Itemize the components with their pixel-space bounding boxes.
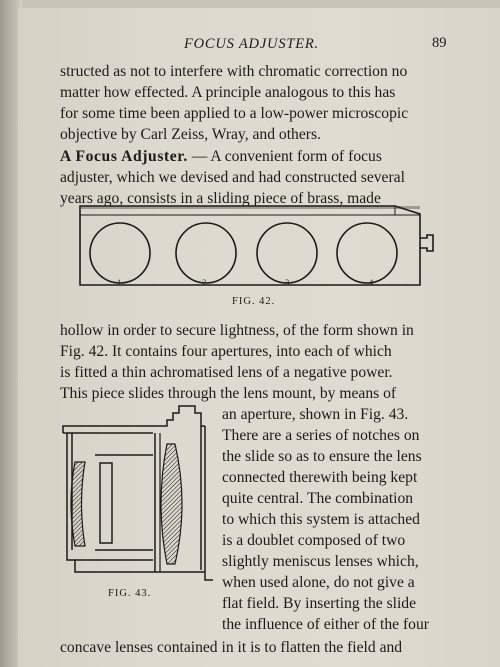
- text-line: for some time been applied to a low-power microscopic: [60, 105, 409, 122]
- text-line: is a doublet composed of two: [222, 532, 406, 549]
- text-line: This piece slides through the lens mount, by means of: [60, 385, 397, 402]
- text-line: Fig. 42. It contains four apertures, into each of which: [60, 343, 392, 360]
- text-line: There are a series of notches on: [222, 427, 420, 444]
- text-run: — A convenient form of focus: [191, 148, 382, 165]
- figure-42-slide-drawing: [80, 205, 440, 300]
- paragraph-first-line: [60, 147, 382, 167]
- text-line: to which this system is attached: [222, 511, 420, 528]
- running-header: FOCUS ADJUSTER.: [184, 36, 319, 52]
- figure-43-caption: FIG. 43.: [108, 588, 152, 599]
- aperture-number: 2: [202, 277, 208, 287]
- text-line: adjuster, which we devised and had constructed several: [60, 169, 405, 186]
- text-line: connected therewith being kept: [222, 469, 418, 486]
- text-line: matter how effected. A principle analogous to this has: [60, 84, 396, 101]
- aperture-number: 1: [117, 277, 123, 287]
- text-line: hollow in order to secure lightness, of the form shown in: [60, 322, 414, 339]
- text-line: is fitted a thin achromatised lens of a negative power.: [60, 364, 393, 381]
- text-line: an aperture, shown in Fig. 43.: [222, 406, 409, 423]
- text-line: objective by Carl Zeiss, Wray, and others.: [60, 126, 321, 143]
- text-line: flat field. By inserting the slide: [222, 595, 417, 612]
- text-line: when used alone, do not give a: [222, 574, 415, 591]
- aperture-number: 4: [369, 277, 375, 287]
- text-line: concave lenses contained in it is to flatten the field and: [60, 639, 403, 656]
- text-line: years ago, consists in a sliding piece of brass, made: [60, 190, 381, 207]
- text-line: quite central. The combination: [222, 490, 414, 507]
- text-line: structed as not to interfere with chromatic correction no: [60, 63, 408, 80]
- figure-43-lens-mount-drawing: [55, 400, 215, 585]
- aperture-number: 3: [285, 277, 291, 287]
- section-heading: A Focus Adjuster.: [60, 148, 188, 165]
- text-line: slightly meniscus lenses which,: [222, 553, 419, 570]
- text-line: the influence of either of the four: [222, 616, 429, 633]
- text-line: the slide so as to ensure the lens: [222, 448, 422, 465]
- figure-42-caption: FIG. 42.: [232, 296, 276, 307]
- page-number: 89: [432, 35, 447, 51]
